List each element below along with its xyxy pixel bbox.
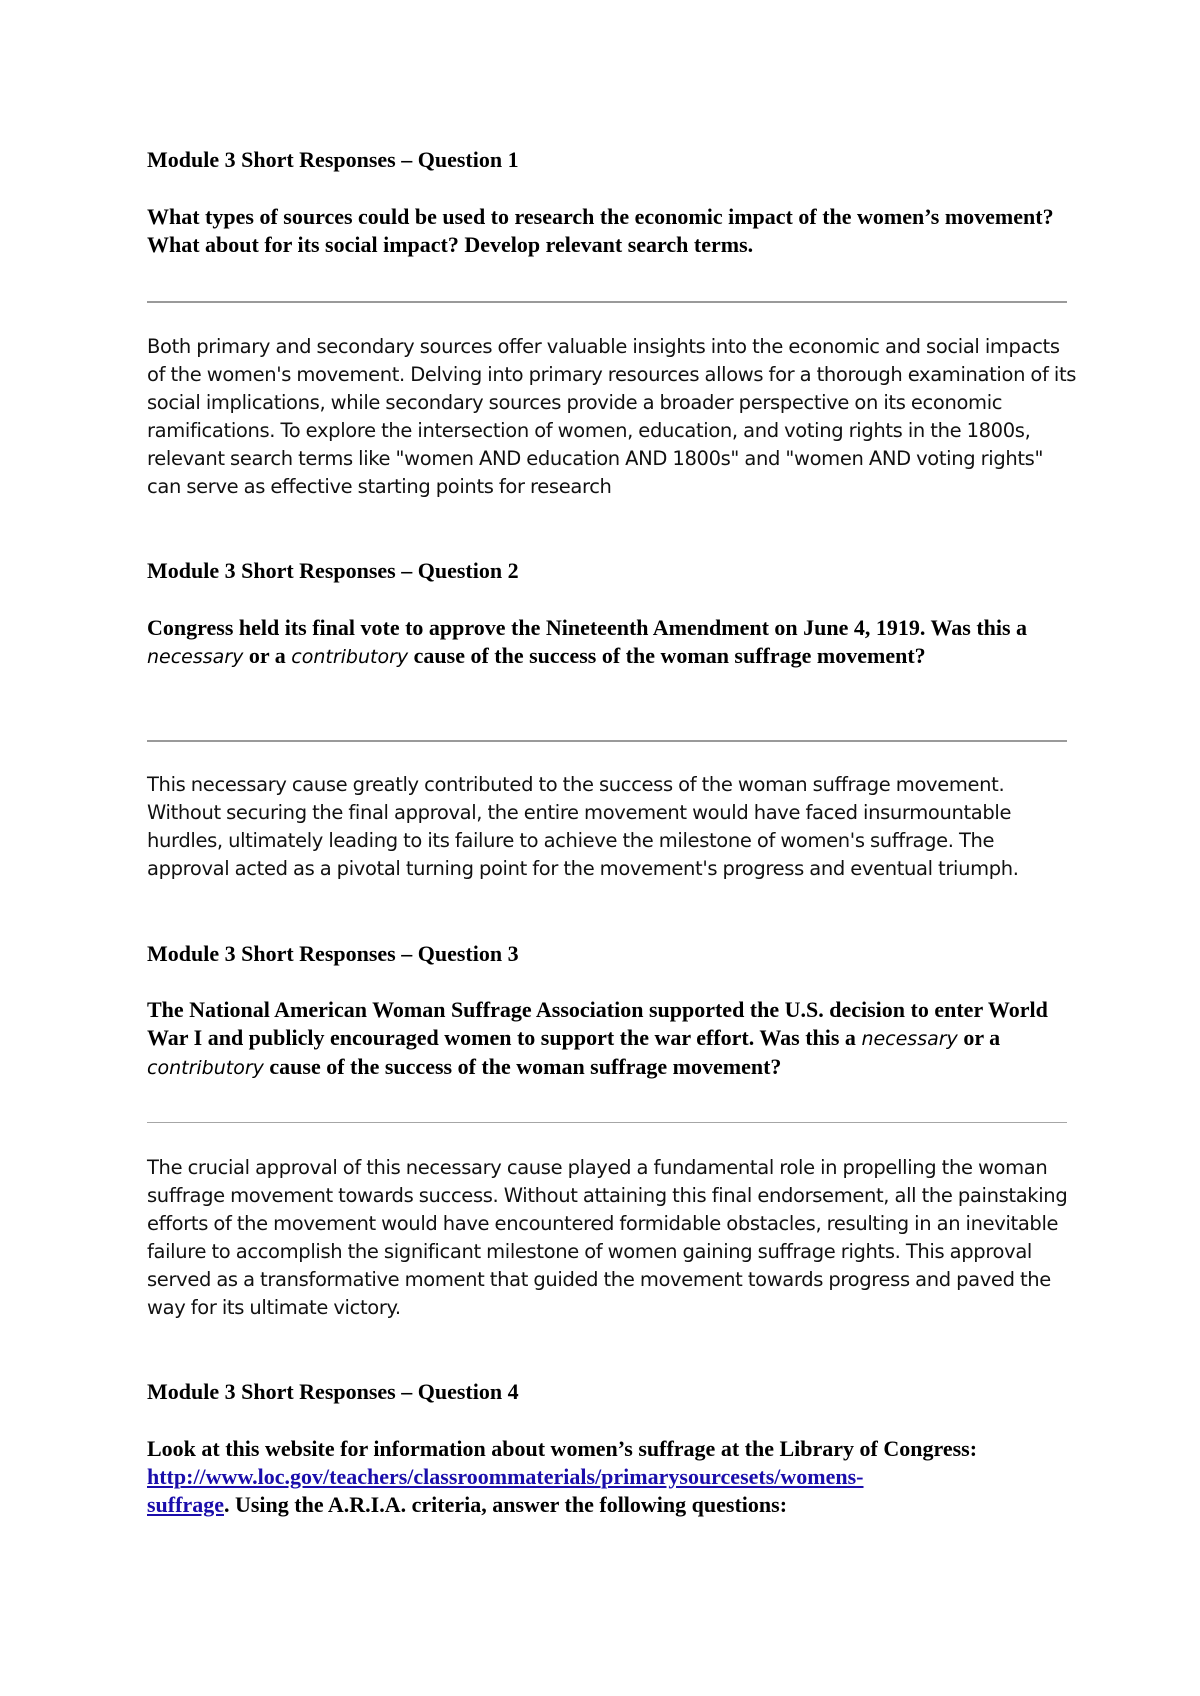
section-2-answer: This necessary cause greatly contributed to the success of the woman suffrage movement. Without securing the final approval, the entire movement would have faced insurmountable hurdles, ultimately leading to its failure to achieve the milestone of women's suffrage. The approval acted as a pivotal turning point for the movement's progress and eventual triumph. [147, 773, 1019, 880]
section-2-question [147, 614, 1067, 671]
section-2-divider [147, 740, 1067, 742]
section-1-heading: Module 3 Short Responses – Question 1 [147, 147, 519, 172]
section-3-question-text-2: or a [957, 1025, 1001, 1050]
section-3-question-emphasis-contributory: contributory [147, 1057, 264, 1079]
library-of-congress-link-line-2: suffrage [147, 1492, 224, 1517]
section-3-answer: The crucial approval of this necessary cause played a fundamental role in propelling the woman suffrage movement towards success. Without attaining this final endorsement, all the painstaking efforts of the movement would have encountered formidable obstacles, resulting in an inevitable failure to accomplish the significant milestone of women gaining suffrage rights. This approval served as a transformative moment that guided the movement towards progress and paved the way for its ultimate victory. [147, 1156, 1068, 1319]
section-1-question: What types of sources could be used to research the economic impact of the women’s movement? What about for its social impact? Develop relevant search terms. [147, 204, 1054, 257]
section-2-question-emphasis-necessary: necessary [147, 646, 244, 668]
section-3-divider [147, 1122, 1067, 1123]
section-2-question-text-3: cause of the success of the woman suffrage movement? [408, 643, 926, 668]
section-3-question-emphasis-necessary: necessary [861, 1028, 958, 1050]
section-4-question-text-1: Look at this website for information about women’s suffrage at the Library of Congress: [147, 1436, 978, 1461]
section-2-question-text-2: or a [243, 643, 292, 668]
section-2-question-text-1: Congress held its final vote to approve the Nineteenth Amendment on June 4, 1919. Was this a [147, 615, 1028, 640]
section-3-heading: Module 3 Short Responses – Question 3 [147, 941, 519, 966]
library-of-congress-link-line-1: http://www.loc.gov/teachers/classroommaterials/primarysourcesets/womens- [147, 1464, 864, 1489]
section-1-answer: Both primary and secondary sources offer valuable insights into the economic and social impacts of the women's movement. Delving into primary resources allows for a thorough examination of its social implications, while secondary sources provide a broader perspective on its economic ramifications. To explore the intersection of women, education, and voting rights in the 1800s, relevant search terms like "women AND education AND 1800s" and "women AND voting rights" can serve as effective starting points for research [147, 335, 1077, 498]
section-4-heading: Module 3 Short Responses – Question 4 [147, 1379, 519, 1404]
section-4-question [147, 1435, 1067, 1519]
section-1-divider [147, 301, 1067, 303]
section-2-question-emphasis-contributory: contributory [291, 646, 409, 668]
section-3-question-text-3: cause of the success of the woman suffrage movement? [263, 1054, 782, 1079]
section-3-question [147, 996, 1067, 1082]
section-4-question-text-2: . Using the A.R.I.A. criteria, answer the following questions: [223, 1492, 788, 1517]
section-2-heading: Module 3 Short Responses – Question 2 [147, 558, 519, 583]
section-3-question-text-1: The National American Woman Suffrage Association supported the U.S. decision to enter World War I and publicly encouraged women to support the war effort. Was this a [147, 997, 1048, 1050]
